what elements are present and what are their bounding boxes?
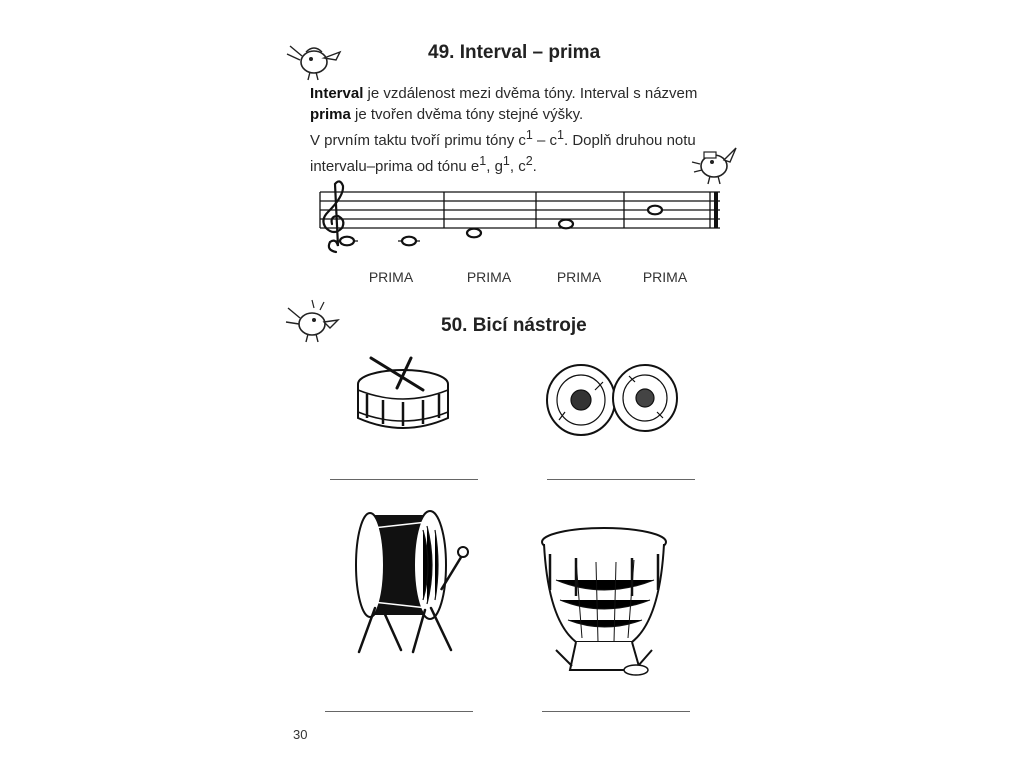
text-line-3: V prvním taktu tvoří primu tóny $c^1 - c^1$. Doplň druhou notu [310,128,696,149]
note-e1 [467,229,481,238]
term-interval: Interval [310,85,364,102]
bird-drummer-icon [284,298,340,344]
snare-drum-image [353,356,453,440]
label-prima-2: PRIMA [466,269,512,285]
answer-line-4[interactable] [542,711,690,712]
label-prima-1: PRIMA [368,269,414,285]
cymbals-image [543,360,683,440]
timpani-image [536,520,676,680]
answer-line-3[interactable] [325,711,473,712]
music-staff [318,180,728,260]
instruction-text [310,83,750,177]
note-g1 [559,220,573,229]
section-50-title: 50. Bicí nástroje [441,315,587,336]
bird-icon [284,38,344,82]
note-c1-second [398,237,420,246]
label-prima-3: PRIMA [556,269,602,285]
label-prima-4: PRIMA [642,269,688,285]
text-line-1: Interval je vzdálenost mezi dvěma tóny. Interval s názvem [310,85,698,102]
answer-line-2[interactable] [547,479,695,480]
note-c1-first [336,237,358,246]
text-line-4: intervalu–prima od tónu $e^1$, $g^1$, $c^2$. [310,154,537,175]
bass-drum-image [345,500,475,660]
note-c2 [648,206,662,215]
text-line-2: prima je tvořen dvěma tóny stejné výšky. [310,106,584,123]
page-number: 30 [293,727,308,742]
term-prima: prima [310,106,351,123]
section-49-title: 49. Interval – prima [428,42,601,63]
answer-line-1[interactable] [330,479,478,480]
